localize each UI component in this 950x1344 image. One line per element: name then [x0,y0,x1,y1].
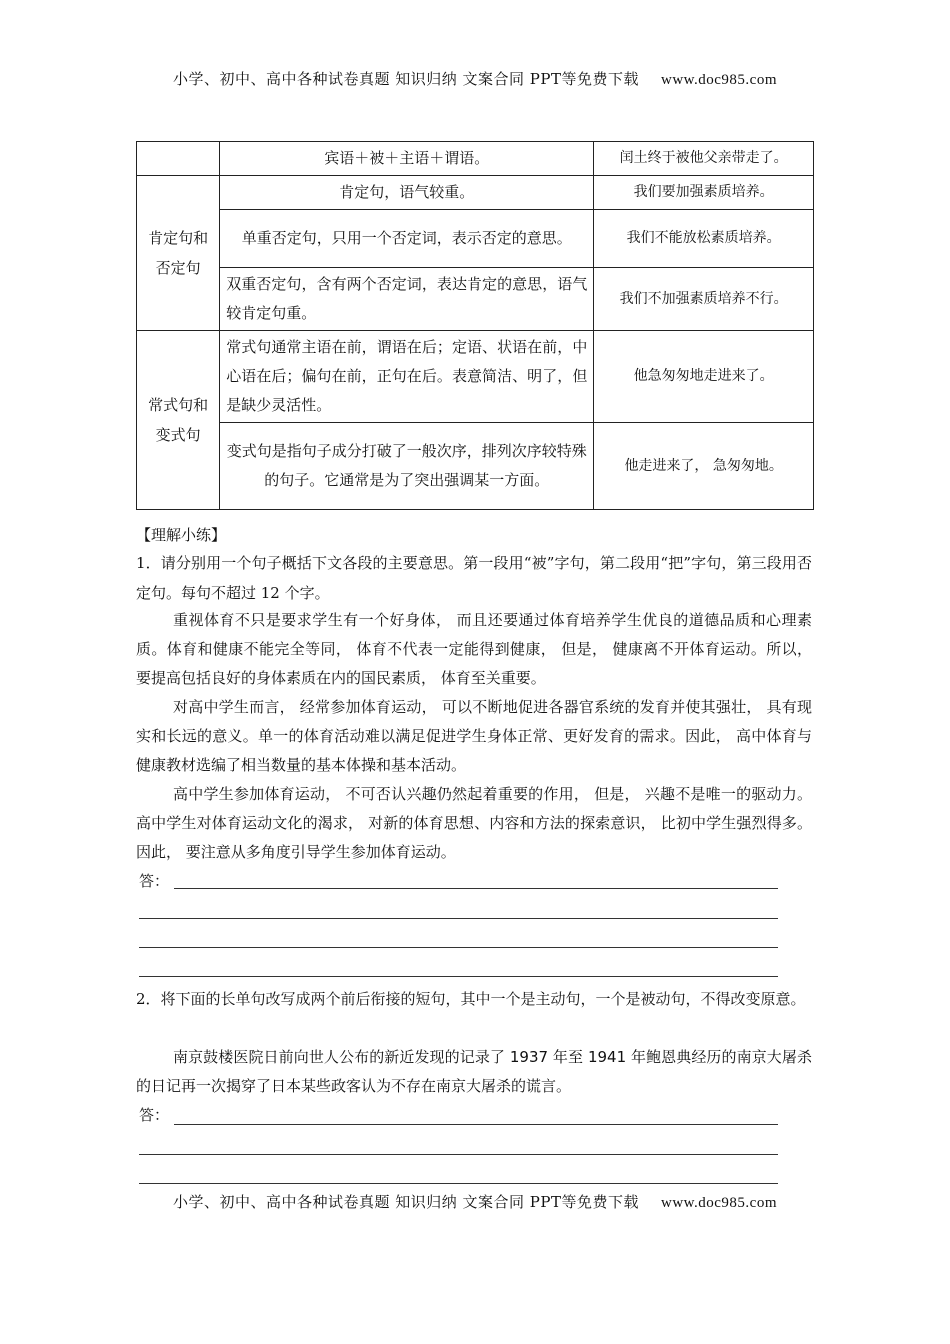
q2-answer-line[interactable] [174,1124,778,1125]
footer-text: 小学、初中、高中各种试卷真题 知识归纳 文案合同 PPT等免费下载 [172,1193,639,1211]
table-row [137,268,814,331]
page-footer [0,1191,950,1212]
table-row [137,142,814,176]
q1-paragraph-2: 对高中学生而言， 经常参加体育运动， 可以不断地促进各器官系统的发育并使其强壮， 具有现实和长远的意义。单一的体育活动难以满足促进学生身体正常、更好发育的需求。因此， 高中体育与健康教材选编了相当数量的基本体操和基本活动。 [136,698,812,774]
q1-answer-line[interactable] [174,888,778,889]
table-cell-desc: 宾语＋被＋主语＋谓语。 [220,142,594,176]
table-category-affirm-negate: 肯定句和否定句 [137,176,220,331]
header-site-link[interactable]: www.doc985.com [660,72,777,88]
table-cell-example: 他急匆匆地走进来了。 [594,331,814,423]
sentence-type-table [136,141,814,510]
table-cell-example: 我们不能放松素质培养。 [594,210,814,268]
table-cell-desc: 变式句是指句子成分打破了一般次序，排列次序较特殊的句子。它通常是为了突出强调某一方面。 [220,423,594,510]
footer-site-link[interactable]: www.doc985.com [660,1195,777,1211]
question-1-prompt: 1．请分别用一个句子概括下文各段的主要意思。第一段用“被”字句，第二段用“把”字句，第三段用否定句。每句不超过 12 个字。 [136,554,812,602]
q1-answer-line[interactable] [139,918,778,919]
page-header [0,68,950,89]
table-row [137,423,814,510]
table-cell-desc: 单重否定句，只用一个否定词，表示否定的意思。 [220,210,594,268]
table-cell-desc: 双重否定句，含有两个否定词，表达肯定的意思，语气较肯定句重。 [220,268,594,331]
table-cell-example: 我们不加强素质培养不行。 [594,268,814,331]
table-row [137,331,814,423]
table-row [137,210,814,268]
table-cell-example: 他走进来了， 急匆匆地。 [594,423,814,510]
table-cell-desc: 肯定句，语气较重。 [220,176,594,210]
q1-answer-label: 答： [139,872,170,890]
table-category-normal-inverted: 常式句和变式句 [137,331,220,510]
q1-paragraph-3: 高中学生参加体育运动， 不可否认兴趣仍然起着重要的作用， 但是， 兴趣不是唯一的驱动力。高中学生对体育运动文化的渴求， 对新的体育思想、内容和方法的探索意识， 比初中学生强烈得多。因此， 要注意从多角度引导学生参加体育运动。 [136,785,812,861]
practice-title: 【理解小练】 [136,526,227,544]
q1-answer-line[interactable] [139,947,778,948]
table-row [137,176,814,210]
q2-answer-line[interactable] [139,1183,778,1184]
table-cell-example: 闰土终于被他父亲带走了。 [594,142,814,176]
q2-answer-line[interactable] [139,1154,778,1155]
q1-answer-line[interactable] [139,976,778,977]
q1-paragraph-1: 重视体育不只是要求学生有一个好身体， 而且还要通过体育培养学生优良的道德品质和心理素质。体育和健康不能完全等同， 体育不代表一定能得到健康， 但是， 健康离不开体育运动。所以， 要提高包括良好的身体素质在内的国民素质， 体育至关重要。 [136,611,812,687]
table-cell-empty [137,142,220,176]
q2-paragraph: 南京鼓楼医院日前向世人公布的新近发现的记录了 1937 年至 1941 年鲍恩典经历的南京大屠杀的日记再一次揭穿了日本某些政客认为不存在南京大屠杀的谎言。 [136,1048,812,1095]
q2-answer-label: 答： [139,1106,170,1124]
question-2-prompt: 2．将下面的长单句改写成两个前后衔接的短句，其中一个是主动句，一个是被动句，不得改变原意。 [136,990,806,1008]
table-cell-desc: 常式句通常主语在前，谓语在后；定语、状语在前，中心语在后；偏句在前，正句在后。表意简洁、明了，但是缺少灵活性。 [220,331,594,423]
table-cell-example: 我们要加强素质培养。 [594,176,814,210]
header-text: 小学、初中、高中各种试卷真题 知识归纳 文案合同 PPT等免费下载 [172,70,639,88]
